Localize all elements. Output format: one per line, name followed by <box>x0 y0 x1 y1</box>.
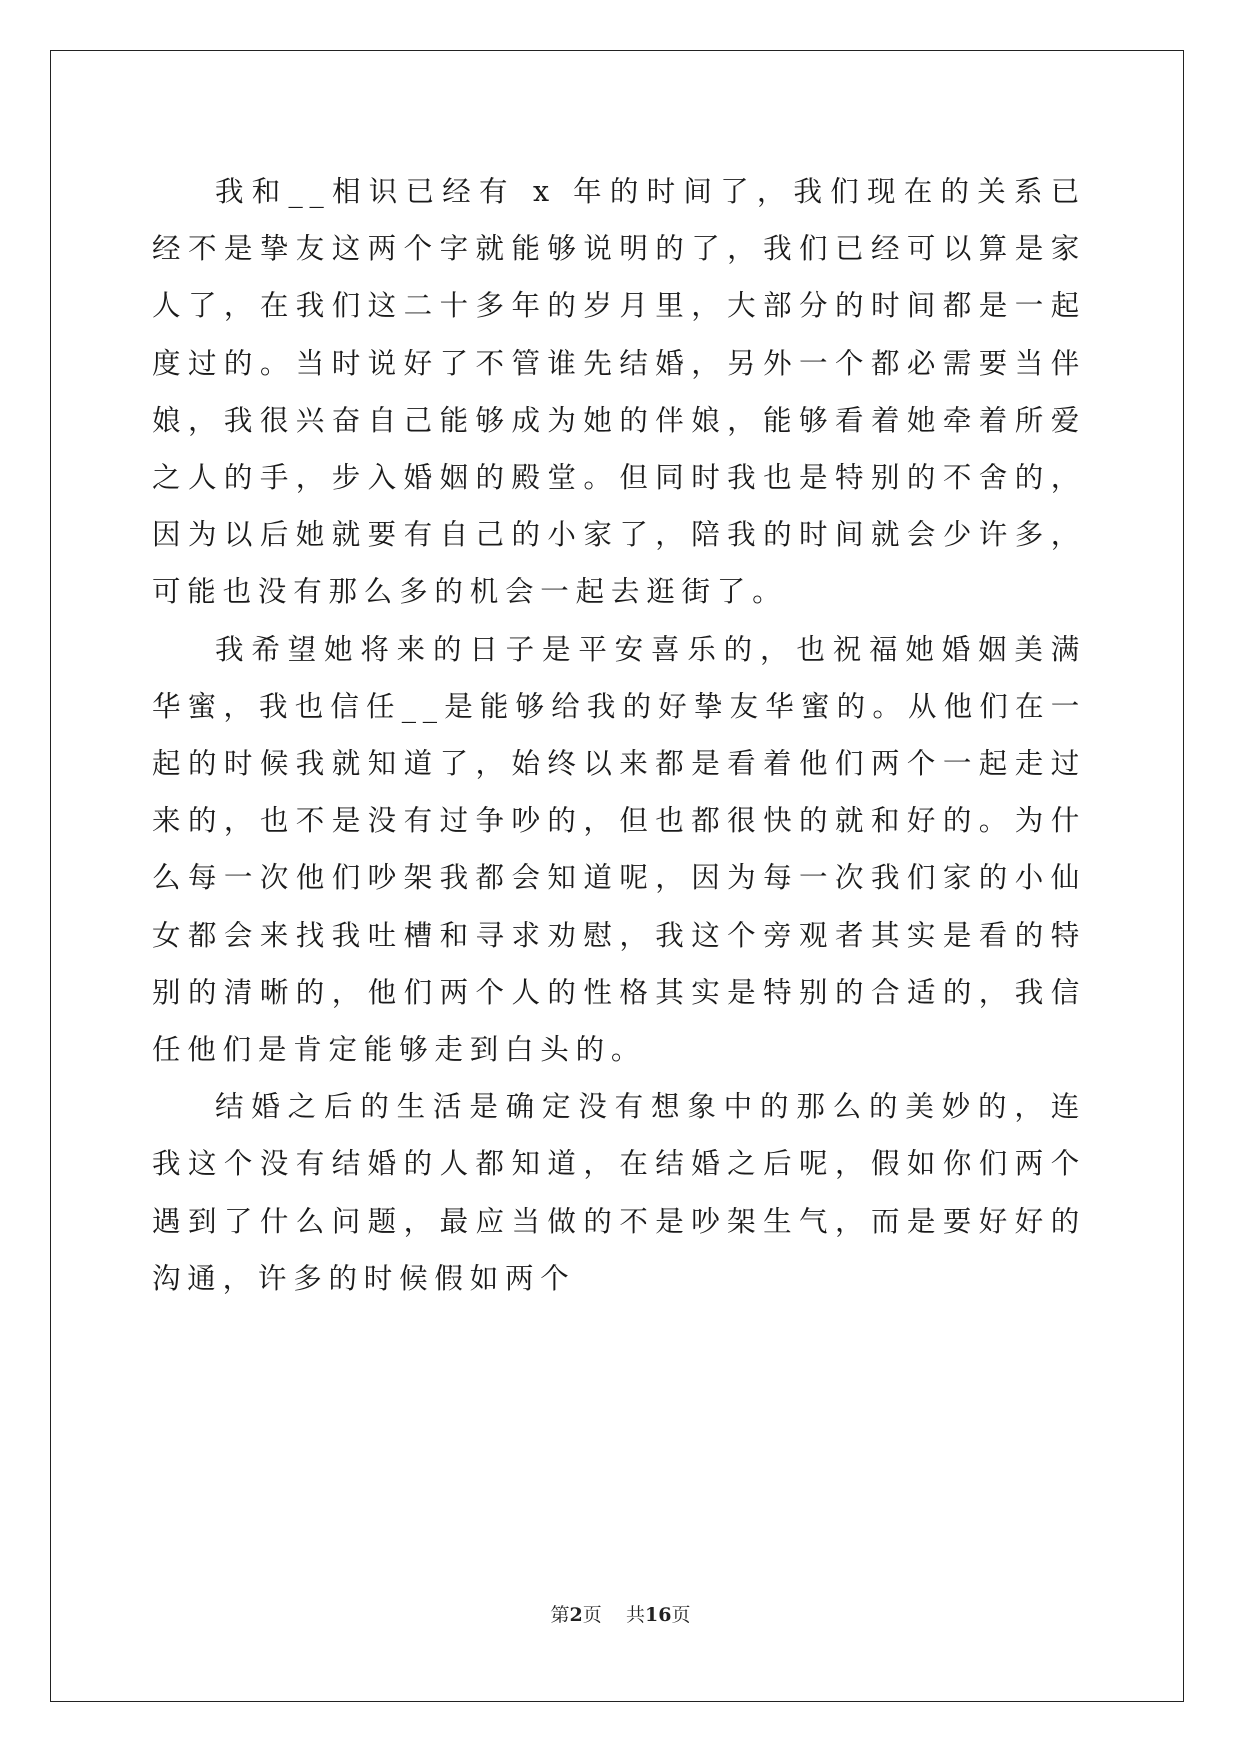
document-body <box>152 163 1086 1307</box>
page-number: 2 <box>569 1604 583 1626</box>
paragraph-1: 我和__相识已经有 x 年的时间了，我们现在的关系已经不是挚友这两个字就能够说明的了，我们已经可以算是家人了，在我们这二十多年的岁月里，大部分的时间都是一起度过的。当时说好了不管谁先结婚，另外一个都必需要当伴娘，我很兴奋自己能够成为她的伴娘，能够看着她牵着所爱之人的手，步入婚姻的殿堂。但同时我也是特别的不舍的，因为以后她就要有自己的小家了，陪我的时间就会少许多，可能也没有那么多的机会一起去逛街了。 <box>152 175 1086 609</box>
page-label-prefix: 第 <box>550 1604 570 1626</box>
page-footer <box>0 1603 1241 1627</box>
page-label-suffix: 页 <box>582 1604 602 1626</box>
total-label-prefix: 共 <box>625 1604 645 1626</box>
total-pages: 16 <box>644 1604 672 1626</box>
paragraph-2: 我希望她将来的日子是平安喜乐的，也祝福她婚姻美满华蜜，我也信任__是能够给我的好挚友华蜜的。从他们在一起的时候我就知道了，始终以来都是看着他们两个一起走过来的，也不是没有过争吵的，但也都很快的就和好的。为什么每一次他们吵架我都会知道呢，因为每一次我们家的小仙女都会来找我吐槽和寻求劝慰，我这个旁观者其实是看的特别的清晰的，他们两个人的性格其实是特别的合适的，我信任他们是肯定能够走到白头的。 <box>152 632 1086 1067</box>
paragraph-3: 结婚之后的生活是确定没有想象中的那么的美妙的，连我这个没有结婚的人都知道，在结婚之后呢，假如你们两个遇到了什么问题，最应当做的不是吵架生气，而是要好好的沟通，许多的时候假如两个 <box>152 1090 1086 1295</box>
total-label-suffix: 页 <box>671 1604 691 1626</box>
